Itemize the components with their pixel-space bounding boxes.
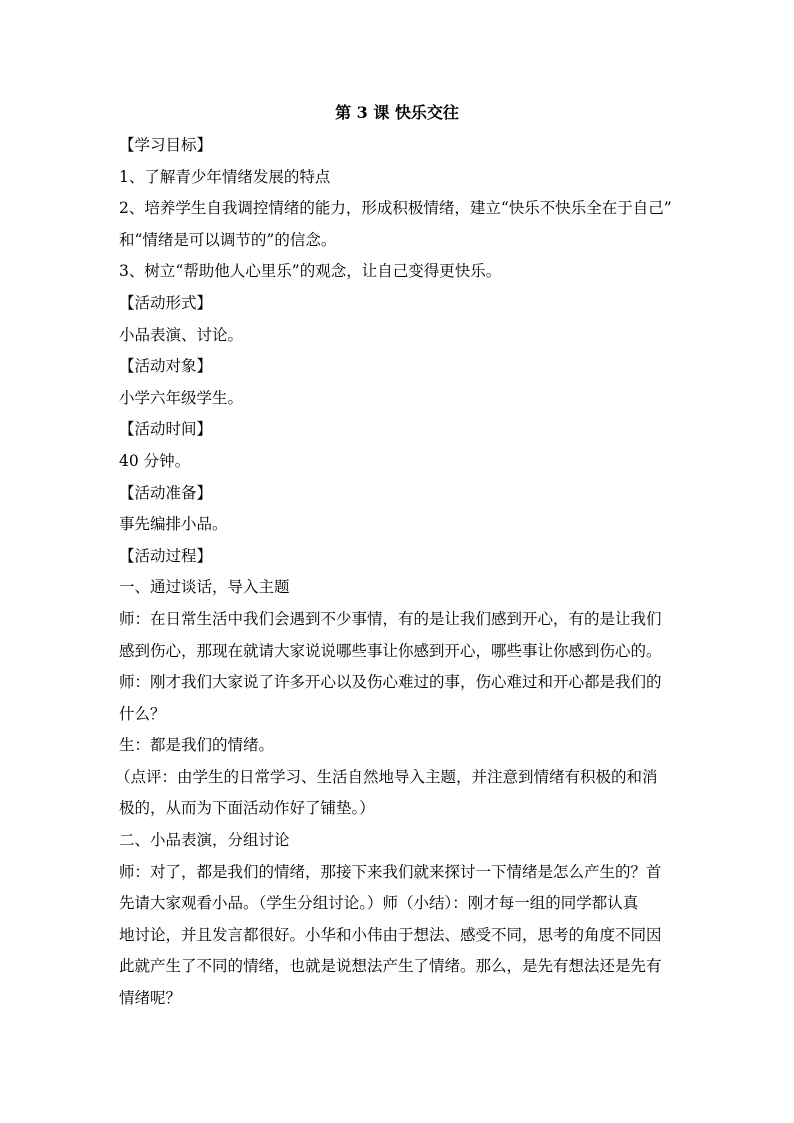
step-1-paragraph-3: 生：都是我们的情绪。 [119, 736, 275, 755]
process-heading: 【活动过程】 [119, 546, 213, 565]
form-heading: 【活动形式】 [119, 293, 213, 312]
document-body [115, 130, 679, 1015]
step-2-paragraph-line-1: 师：对了，都是我们的情绪，那接下来我们就来探讨一下情绪是怎么产生的？首 [119, 862, 662, 881]
prep-heading: 【活动准备】 [119, 483, 213, 502]
step-2-paragraph-line-4: 此就产生了不同的情绪，也就是说想法产生了情绪。那么，是先有想法还是先有 [119, 957, 662, 976]
step-1-paragraph-1-line-2: 感到伤心，那现在就请大家说说哪些事让你感到开心，哪些事让你感到伤心的。 [119, 641, 662, 660]
step-1-heading: 一、通过谈话，导入主题 [119, 578, 290, 597]
prep-text: 事先编排小品。 [119, 515, 228, 534]
objective-3: 3、树立“帮助他人心里乐”的观念，让自己变得更快乐。 [119, 262, 502, 281]
time-heading: 【活动时间】 [119, 420, 213, 439]
step-2-paragraph-line-5: 情绪呢？ [119, 989, 182, 1008]
target-text: 小学六年级学生。 [119, 388, 244, 407]
lesson-title: 第 3 课 快乐交往 [335, 103, 459, 122]
step-1-note-line-1: （点评：由学生的日常学习、生活自然地导入主题，并注意到情绪有积极的和消 [115, 767, 658, 786]
form-text: 小品表演、讨论。 [119, 325, 244, 344]
step-2-heading: 二、小品表演，分组讨论 [119, 831, 290, 850]
objective-1: 1、了解青少年情绪发展的特点 [119, 167, 331, 186]
time-text: 40 分钟。 [119, 451, 191, 470]
objective-2-line-1: 2、培养学生自我调控情绪的能力，形成积极情绪，建立“快乐不快乐全在于自己” [119, 199, 672, 218]
objectives-heading: 【学习目标】 [119, 136, 213, 154]
step-2-paragraph-line-3: 地讨论，并且发言都很好。小华和小伟由于想法、感受不同，思考的角度不同因 [119, 925, 662, 944]
step-1-paragraph-1-line-1: 师：在日常生活中我们会遇到不少事情，有的是让我们感到开心，有的是让我们 [119, 609, 662, 628]
objective-2-line-2: 和“情绪是可以调节的”的信念。 [119, 230, 337, 249]
target-heading: 【活动对象】 [119, 357, 213, 376]
step-1-paragraph-2-line-2: 什么？ [119, 704, 166, 723]
step-2-paragraph-line-2: 先请大家观看小品。（学生分组讨论。）师（小结）：刚才每一组的同学都认真 [119, 894, 639, 913]
step-1-paragraph-2-line-1: 师：刚才我们大家说了许多开心以及伤心难过的事，伤心难过和开心都是我们的 [119, 673, 662, 692]
step-1-note-line-2: 极的，从而为下面活动作好了铺垫。） [119, 799, 375, 818]
